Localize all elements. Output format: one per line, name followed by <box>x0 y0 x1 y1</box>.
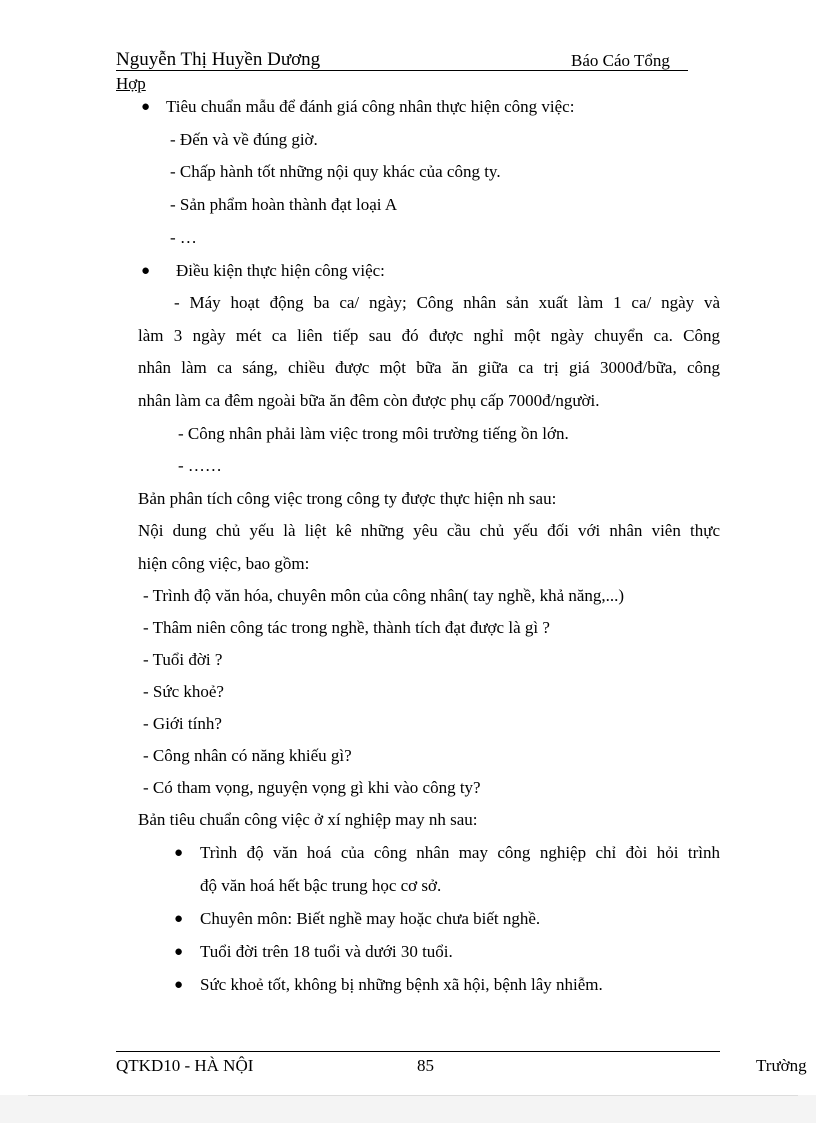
list-item: - Đến và về đúng giờ. <box>170 130 318 149</box>
list-item: Tuổi đời trên 18 tuổi và dưới 30 tuổi. <box>200 942 453 961</box>
paragraph-line: Bản phân tích công việc trong công ty được thực hiện nh sau: <box>138 489 557 508</box>
list-item: - Công nhân có năng khiếu gì? <box>143 746 352 765</box>
header-author: Nguyễn Thị Huyền Dương <box>116 49 321 70</box>
footer-right: Trường <box>756 1056 807 1075</box>
footer-rule <box>116 1051 720 1052</box>
paragraph-line: Bản tiêu chuẩn công việc ở xí nghiệp may nh sau: <box>138 810 478 829</box>
page-bottom-margin <box>0 1095 816 1123</box>
list-item: - Trình độ văn hóa, chuyên môn của công nhân( tay nghề, khả năng,...) <box>143 586 625 605</box>
list-item: - Giới tính? <box>143 714 222 733</box>
page-edge-line <box>28 1095 798 1096</box>
bullet-icon: ● <box>141 99 151 115</box>
list-item-continued: độ văn hoá hết bậc trung học cơ sở. <box>200 876 442 895</box>
section-heading: Điều kiện thực hiện công việc: <box>176 261 385 280</box>
header-report-title: Báo Cáo Tổng <box>571 51 670 70</box>
paragraph-line: hiện công việc, bao gồm: <box>138 554 310 573</box>
bullet-icon: ● <box>174 911 184 927</box>
list-item: - Thâm niên công tác trong nghề, thành tích đạt được là gì ? <box>143 618 550 637</box>
page-number: 85 <box>417 1056 434 1075</box>
paragraph-line: Nội dung chủ yếu là liệt kê những yêu cầu chủ yếu đối với nhân viên thực <box>138 521 720 540</box>
list-item: Sức khoẻ tốt, không bị những bệnh xã hội, bệnh lây nhiễm. <box>200 975 603 994</box>
section-heading: Tiêu chuẩn mẫu để đánh giá công nhân thực hiện công việc: <box>166 97 575 116</box>
list-item: - Sức khoẻ? <box>143 682 224 701</box>
bullet-icon: ● <box>174 845 184 861</box>
list-item: - Sản phẩm hoàn thành đạt loại A <box>170 195 398 214</box>
paragraph-line: làm 3 ngày mét ca liên tiếp sau đó được nghỉ một ngày chuyển ca. Công <box>138 326 720 345</box>
list-item: - Công nhân phải làm việc trong môi trường tiếng ồn lớn. <box>178 424 569 443</box>
bullet-icon: ● <box>141 263 151 279</box>
bullet-icon: ● <box>174 977 184 993</box>
list-item: - Chấp hành tốt những nội quy khác của công ty. <box>170 162 501 181</box>
paragraph-line: nhân làm ca sáng, chiều được một bữa ăn giữa ca trị giá 3000đ/bữa, công <box>138 358 720 377</box>
list-item: - …… <box>178 456 222 475</box>
header-report-title-continued: Hợp <box>116 74 146 93</box>
list-item: - … <box>170 228 197 247</box>
list-item: Trình độ văn hoá của công nhân may công nghiệp chỉ đòi hỏi trình <box>200 843 720 862</box>
paragraph-line: - Máy hoạt động ba ca/ ngày; Công nhân sản xuất làm 1 ca/ ngày và <box>174 293 720 312</box>
footer-left: QTKD10 - HÀ NỘI <box>116 1056 254 1075</box>
list-item: Chuyên môn: Biết nghề may hoặc chưa biết nghề. <box>200 909 541 928</box>
paragraph-line: nhân làm ca đêm ngoài bữa ăn đêm còn được phụ cấp 7000đ/người. <box>138 391 600 410</box>
header-rule <box>116 70 688 71</box>
bullet-icon: ● <box>174 944 184 960</box>
list-item: - Có tham vọng, nguyện vọng gì khi vào công ty? <box>143 778 481 797</box>
list-item: - Tuổi đời ? <box>143 650 223 669</box>
